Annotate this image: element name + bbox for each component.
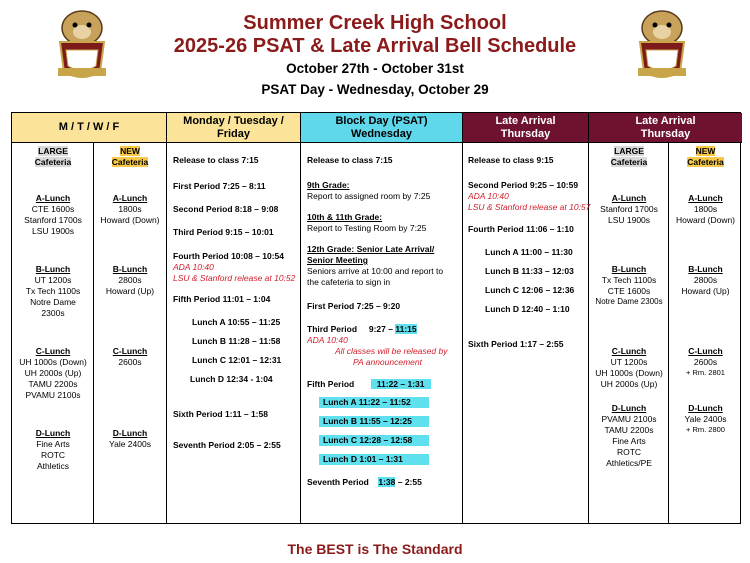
footer-motto: The BEST is The Standard	[287, 541, 463, 557]
school-name: Summer Creek High School	[243, 12, 507, 34]
column-late-arrival-lunches	[589, 113, 742, 523]
column-mon-tue-fri: Monday / Tuesday / Friday Release to class 7:15 First Period 7:25 – 8:11 Second Period 8:18 – 9:08 Third Period 9:15 – 10:01 Fourth Period 10:08 – 10:54 ADA 10:40 LSU & Stanford release at 10:52 Fifth Period 11:01 – 1:04 Lunch A 10:55 – 11:25 Lunch B 11:28 – 11:58 Lunch C 12:01 – 12:31 Lunch D 12:34 - 1:04 Sixth Period 1:11 – 1:58 Seventh Period 2:05 – 2:55	[167, 113, 301, 523]
schedule-title: 2025-26 PSAT & Late Arrival Bell Schedule	[173, 35, 577, 57]
column-psat-wednesday: Block Day (PSAT) Wednesday Release to class 7:15 9th Grade: Report to assigned room by 7:25 10th & 11th Grade: Report to Testing Room by 7:25 12th Grade: Senior Late Arrival/ Senior Meeting Seniors arrive at 10:00 and report to the cafeteria to sign in First Period 7:25 – 9:20 Third Period 9:27 – 11:15 ADA 10:40 All classes will be released by PA announcement Fifth Period 11:22 – 1:31 Lunch A 11:22 – 11:52 Lunch B 11:55 – 12:25 Lunch C 12:28 – 12:58 Lunch D 1:01 – 1:31 Seventh Period 1:38 – 2:55	[301, 113, 463, 523]
column-header: Late Arrival Thursday	[589, 113, 742, 143]
date-range: October 27th - October 31st	[286, 61, 464, 76]
new-cafeteria: NEW Cafeteria A-Lunch 1800s Howard (Down) B-Lunch 2800s Howard (Up) C-Lunch 2600s + Rm. 2801 D-Lunch Yale 2400s + Rm. 2800	[675, 146, 736, 434]
column-header: Block Day (PSAT) Wednesday	[301, 113, 462, 143]
large-cafeteria: LARGE Cafeteria A-Lunch CTE 1600s Stanford 1700s LSU 1900s B-Lunch UT 1200s Tx Tech 1100s Notre Dame 2300s C-Lunch UH 1000s (Down) UH 2000s (Up) TAMU 2200s PVAMU 2100s D-Lunch Fine Arts ROTC Athletics	[12, 143, 94, 523]
column-header: M / T / W / F	[12, 113, 166, 143]
column-header: Late Arrival Thursday	[463, 113, 588, 143]
column-late-arrival-thursday: Late Arrival Thursday Release to class 9:15 Second Period 9:25 – 10:59 ADA 10:40 LSU & Stanford release at 10:57 Fourth Period 11:06 – 1:10 Lunch A 11:00 – 11:30 Lunch B 11:33 – 12:03 Lunch C 12:06 – 12:36 Lunch D 12:40 – 1:10 Sixth Period 1:17 – 2:55	[463, 113, 589, 523]
new-cafeteria: NEW Cafeteria A-Lunch 1800s Howard (Down) B-Lunch 2800s Howard (Up) C-Lunch 2600s D-Lunch Yale 2400s	[100, 146, 160, 449]
page-header	[0, 0, 750, 108]
psat-day: PSAT Day - Wednesday, October 29	[261, 82, 489, 97]
column-header: Monday / Tuesday / Friday	[167, 113, 300, 143]
column-mtwf	[12, 113, 167, 523]
bell-schedule-table	[11, 112, 741, 524]
large-cafeteria: LARGE Cafeteria A-Lunch Stanford 1700s LSU 1900s B-Lunch Tx Tech 1100s CTE 1600s Notre Dame 2300s C-Lunch UT 1200s UH 1000s (Down) UH 2000s (Up) D-Lunch PVAMU 2100s TAMU 2200s Fine Arts ROTC Athletics/PE	[589, 143, 669, 523]
